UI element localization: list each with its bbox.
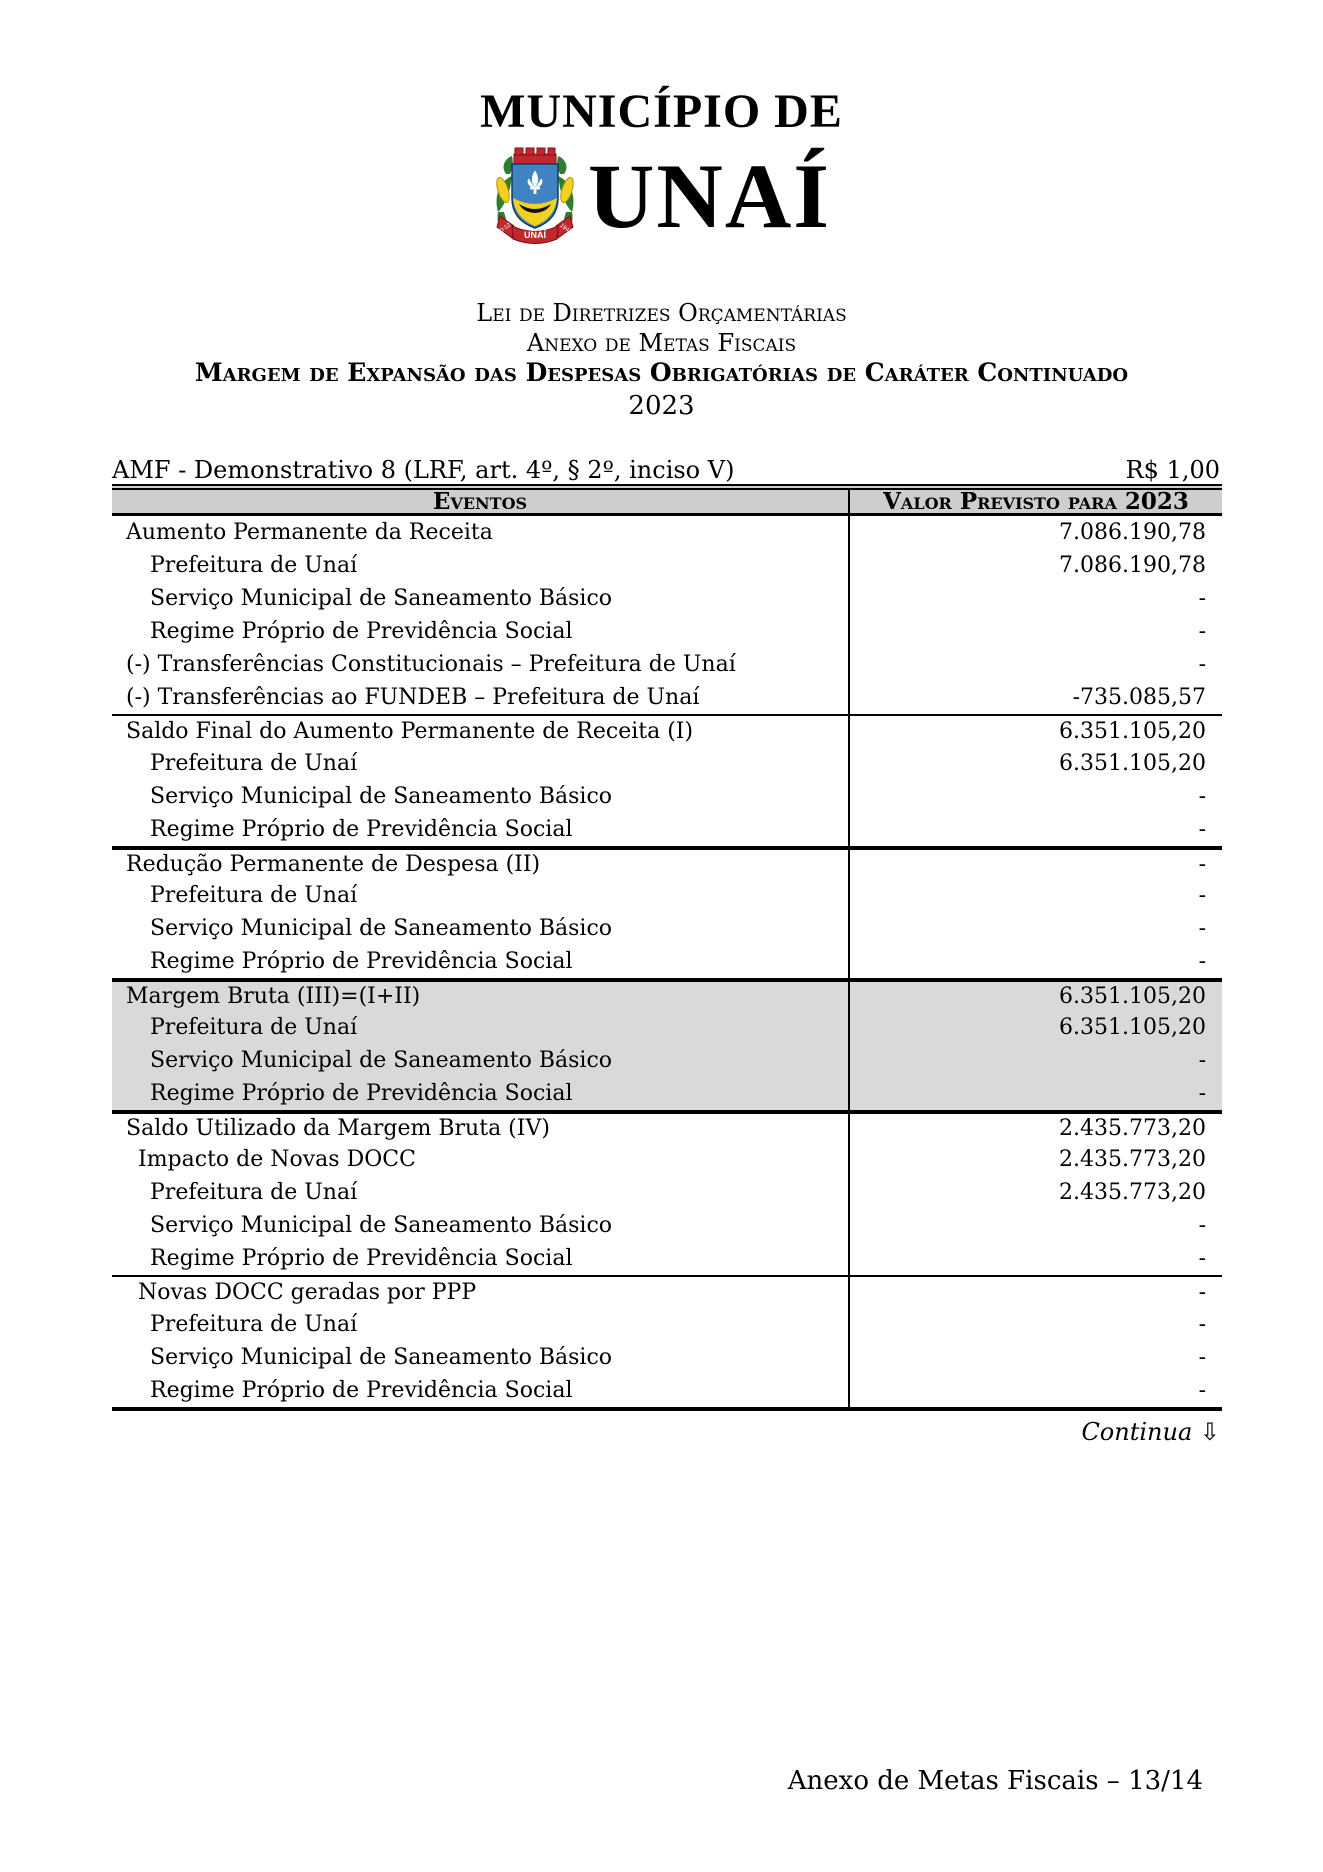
table-row bbox=[112, 1341, 1222, 1374]
row-label: Regime Próprio de Previdência Social bbox=[150, 1246, 573, 1271]
row-value: - bbox=[1198, 652, 1206, 677]
row-label: Regime Próprio de Previdência Social bbox=[150, 619, 573, 644]
table-row bbox=[112, 549, 1222, 582]
row-value: - bbox=[1198, 784, 1206, 809]
row-value: 2.435.773,20 bbox=[1059, 1147, 1206, 1172]
row-value: 7.086.190,78 bbox=[1059, 553, 1206, 578]
brand-logo-row bbox=[0, 146, 1323, 246]
row-value: - bbox=[1198, 619, 1206, 644]
brand-municipio-text: MUNICÍPIO DE bbox=[480, 85, 843, 138]
municipal-crest-icon bbox=[492, 146, 578, 246]
row-value: - bbox=[1198, 1081, 1206, 1106]
table-row bbox=[112, 978, 1222, 1011]
row-label: Saldo Final do Aumento Permanente de Receita (I) bbox=[126, 719, 694, 744]
row-label: Novas DOCC geradas por PPP bbox=[138, 1280, 477, 1305]
crest-shield bbox=[512, 164, 558, 228]
title-anexo: Anexo de Metas Fiscais bbox=[526, 329, 797, 357]
brand-header bbox=[0, 0, 1323, 246]
table-header-row bbox=[112, 484, 1222, 516]
fiscal-table bbox=[112, 458, 1222, 1445]
row-value: 2.435.773,20 bbox=[1059, 1180, 1206, 1205]
table-row bbox=[112, 681, 1222, 714]
title-margem-expansao: Margem de Expansão das Despesas Obrigatórias de Caráter Continuado bbox=[194, 358, 1129, 387]
row-value: - bbox=[1198, 949, 1206, 974]
table-row bbox=[112, 1374, 1222, 1407]
table-row bbox=[112, 1275, 1222, 1308]
row-value: - bbox=[1198, 1213, 1206, 1238]
row-label: (-) Transferências ao FUNDEB – Prefeitura de Unaí bbox=[126, 685, 700, 710]
row-value: - bbox=[1198, 1345, 1206, 1370]
table-row bbox=[112, 1077, 1222, 1110]
row-value: 6.351.105,20 bbox=[1059, 751, 1206, 776]
page-footer: Anexo de Metas Fiscais – 13/14 bbox=[787, 1766, 1203, 1796]
row-value: - bbox=[1198, 1312, 1206, 1337]
continua-down-arrow-icon: ⇩ bbox=[1199, 1418, 1220, 1446]
row-label: Serviço Municipal de Saneamento Básico bbox=[150, 1345, 613, 1370]
row-label: Regime Próprio de Previdência Social bbox=[150, 949, 573, 974]
table-row bbox=[112, 648, 1222, 681]
row-label: Redução Permanente de Despesa (II) bbox=[126, 852, 541, 877]
row-label: Prefeitura de Unaí bbox=[150, 883, 358, 908]
row-label: Serviço Municipal de Saneamento Básico bbox=[150, 586, 613, 611]
row-label: Saldo Utilizado da Margem Bruta (IV) bbox=[126, 1116, 550, 1141]
table-row bbox=[112, 615, 1222, 648]
table-row bbox=[112, 879, 1222, 912]
row-label: Prefeitura de Unaí bbox=[150, 553, 358, 578]
row-value: 6.351.105,20 bbox=[1059, 984, 1206, 1009]
row-value: - bbox=[1198, 817, 1206, 842]
row-label: Regime Próprio de Previdência Social bbox=[150, 1378, 573, 1403]
row-label: Serviço Municipal de Saneamento Básico bbox=[150, 784, 613, 809]
table-caption-left: AMF - Demonstrativo 8 (LRF, art. 4º, § 2º, inciso V) bbox=[112, 456, 735, 484]
table-row bbox=[112, 1011, 1222, 1044]
table-row bbox=[112, 1143, 1222, 1176]
row-label: Prefeitura de Unaí bbox=[150, 1180, 358, 1205]
row-label: Impacto de Novas DOCC bbox=[138, 1147, 416, 1172]
table-row bbox=[112, 1110, 1222, 1143]
table-body bbox=[112, 516, 1222, 1411]
row-value: 7.086.190,78 bbox=[1059, 520, 1206, 545]
row-value: 2.435.773,20 bbox=[1059, 1116, 1206, 1141]
table-caption-currency: R$ 1,00 bbox=[1125, 456, 1220, 484]
row-value: - bbox=[1198, 1280, 1206, 1305]
row-label: Serviço Municipal de Saneamento Básico bbox=[150, 916, 613, 941]
table-row bbox=[112, 912, 1222, 945]
row-label: Serviço Municipal de Saneamento Básico bbox=[150, 1048, 613, 1073]
table-row bbox=[112, 813, 1222, 846]
row-value: - bbox=[1198, 1048, 1206, 1073]
row-value: 6.351.105,20 bbox=[1059, 1015, 1206, 1040]
table-row bbox=[112, 1209, 1222, 1242]
document-titles bbox=[0, 298, 1323, 422]
table-row bbox=[112, 780, 1222, 813]
row-label: Prefeitura de Unaí bbox=[150, 1015, 358, 1040]
table-caption bbox=[112, 458, 1222, 484]
row-label: Prefeitura de Unaí bbox=[150, 751, 358, 776]
table-row bbox=[112, 1044, 1222, 1077]
title-year: 2023 bbox=[628, 391, 695, 421]
row-label: Serviço Municipal de Saneamento Básico bbox=[150, 1213, 613, 1238]
row-value: - bbox=[1198, 1378, 1206, 1403]
table-row bbox=[112, 1242, 1222, 1275]
row-value: - bbox=[1198, 586, 1206, 611]
row-value: - bbox=[1198, 916, 1206, 941]
table-row bbox=[112, 747, 1222, 780]
table-row bbox=[112, 945, 1222, 978]
title-ldo: Lei de Diretrizes Orçamentárias bbox=[476, 299, 847, 327]
table-header-events: Eventos bbox=[112, 490, 850, 513]
table-header-value: Valor Previsto para 2023 bbox=[883, 488, 1189, 515]
table-row bbox=[112, 714, 1222, 747]
row-label: Margem Bruta (III)=(I+II) bbox=[126, 984, 421, 1009]
continua-note bbox=[112, 1419, 1222, 1445]
row-label: Prefeitura de Unaí bbox=[150, 1312, 358, 1337]
table-row bbox=[112, 1308, 1222, 1341]
row-label: Regime Próprio de Previdência Social bbox=[150, 1081, 573, 1106]
row-value: 6.351.105,20 bbox=[1059, 719, 1206, 744]
row-label: Aumento Permanente da Receita bbox=[126, 520, 493, 545]
continua-text: Continua bbox=[1081, 1418, 1193, 1446]
row-label: (-) Transferências Constitucionais – Prefeitura de Unaí bbox=[126, 652, 736, 677]
table-row bbox=[112, 582, 1222, 615]
crest-crown bbox=[514, 148, 556, 164]
row-value: - bbox=[1198, 1246, 1206, 1271]
crest-ribbon-date-right: 1943 bbox=[558, 222, 573, 236]
row-label: Regime Próprio de Previdência Social bbox=[150, 817, 573, 842]
crest-ribbon-name: UNAÍ bbox=[523, 230, 546, 240]
crest-ribbon-date-left: 30-12 bbox=[496, 222, 513, 237]
row-value: - bbox=[1198, 852, 1206, 877]
brand-unai-text: UNAÍ bbox=[587, 145, 832, 247]
table-row bbox=[112, 516, 1222, 549]
row-value: - bbox=[1198, 883, 1206, 908]
row-value: -735.085,57 bbox=[1072, 685, 1206, 710]
table-row bbox=[112, 846, 1222, 879]
table-row bbox=[112, 1176, 1222, 1209]
